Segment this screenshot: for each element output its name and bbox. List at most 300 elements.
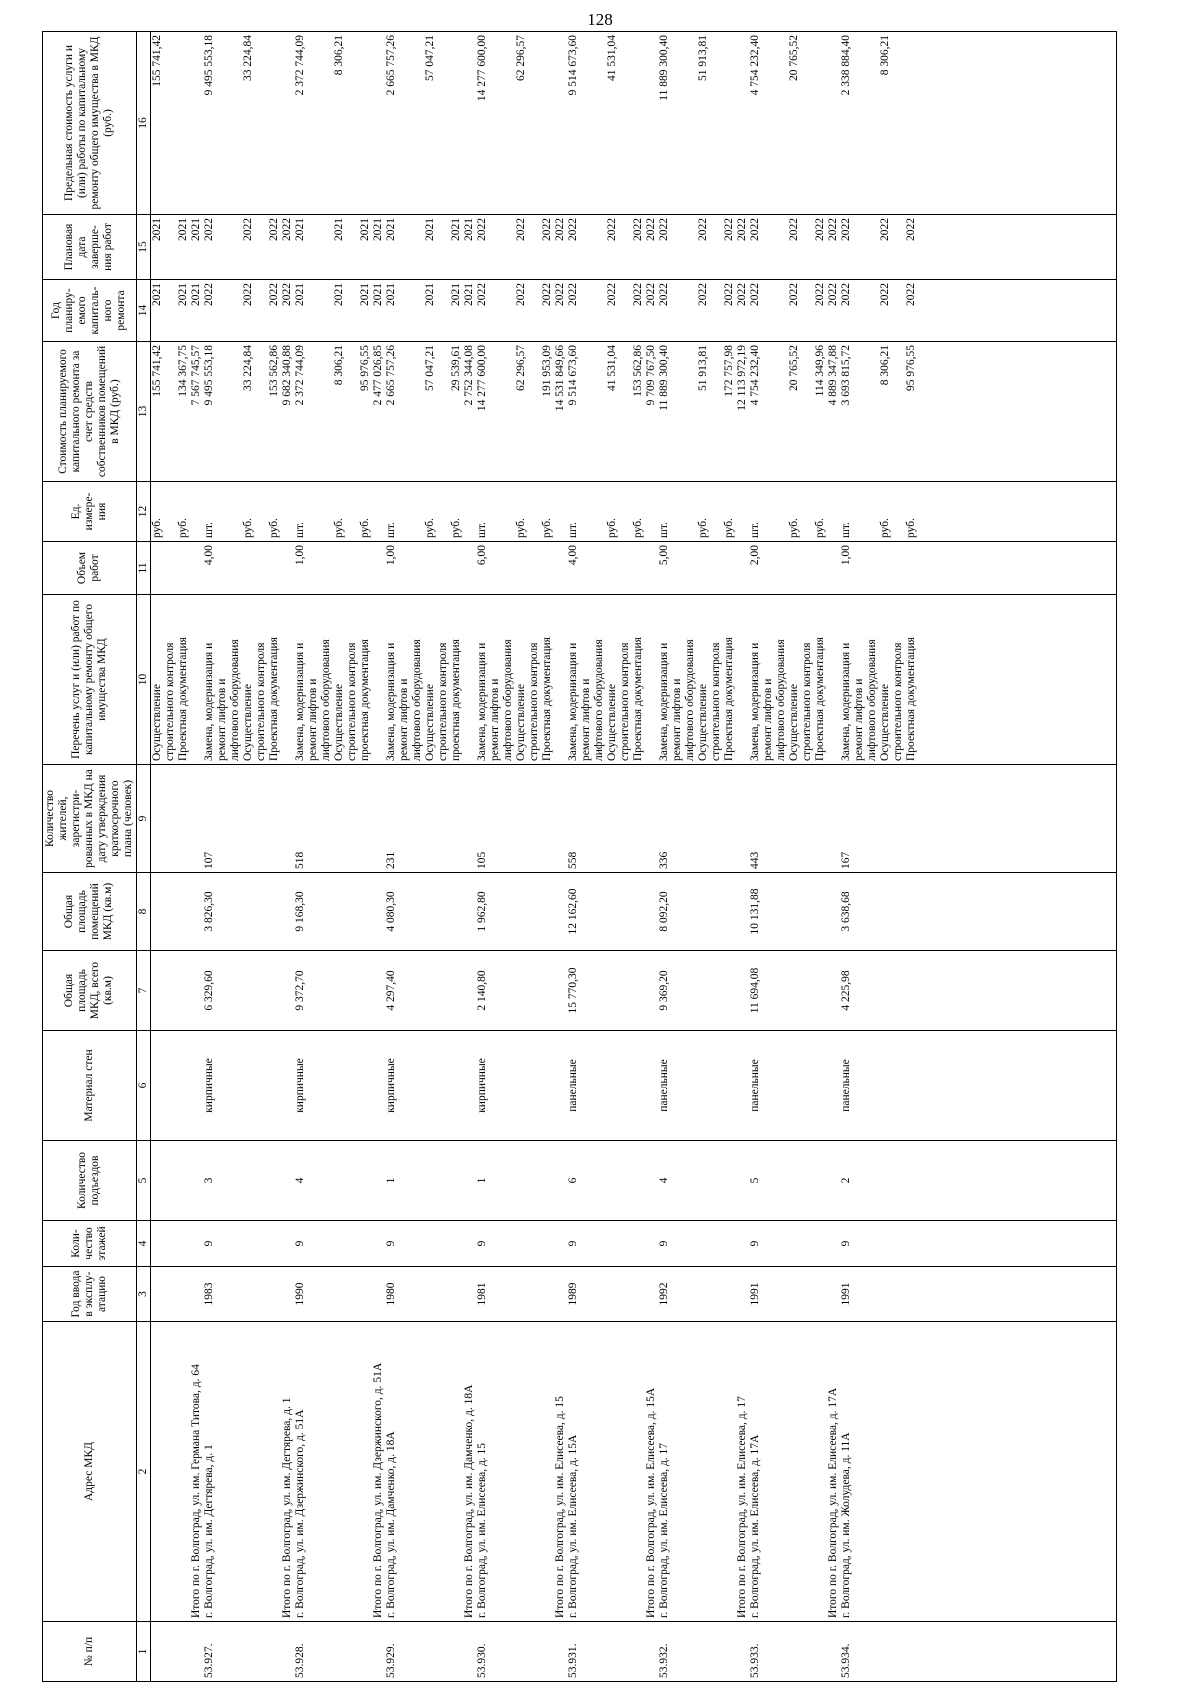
cell-line: 9 514 673,60 bbox=[566, 345, 579, 406]
cell-line bbox=[333, 1322, 346, 1621]
cell-line bbox=[762, 1622, 775, 1681]
cell-line bbox=[801, 1221, 814, 1266]
cell-line bbox=[528, 1622, 541, 1681]
cell-line: 9 682 340,88 bbox=[280, 345, 293, 406]
cell-line bbox=[398, 280, 411, 341]
cell-line bbox=[216, 32, 229, 214]
cell-line bbox=[450, 873, 463, 950]
cell-line bbox=[359, 1322, 372, 1621]
cell-line bbox=[541, 1267, 554, 1321]
cell-line bbox=[489, 765, 502, 872]
cell-line bbox=[424, 1622, 437, 1681]
cell-line: 153 562,86 bbox=[267, 345, 280, 397]
cell-line bbox=[190, 765, 203, 872]
cell-line bbox=[775, 342, 788, 481]
cell-line bbox=[411, 1141, 424, 1220]
cell-line bbox=[398, 1141, 411, 1220]
cell-line bbox=[853, 1322, 866, 1621]
cell-line: г. Волгоград, ул. им. Жолудева, д. 11А bbox=[839, 1432, 852, 1618]
cell-line bbox=[463, 482, 476, 541]
cell-line bbox=[255, 32, 268, 214]
cell-line bbox=[255, 215, 268, 279]
cell-line bbox=[619, 873, 632, 950]
cell-line bbox=[827, 1267, 840, 1321]
cell-line bbox=[268, 1141, 281, 1220]
cell-line: кирпичные bbox=[202, 1058, 215, 1113]
cell-line bbox=[866, 1031, 879, 1140]
cell-line: 5,00 bbox=[657, 545, 670, 566]
cell-line: Замена, модернизация и bbox=[293, 642, 306, 761]
cell-line bbox=[450, 542, 463, 594]
cell-line: 2022 bbox=[566, 283, 579, 306]
cell-line: кирпичные bbox=[293, 1058, 306, 1113]
cell-line bbox=[463, 951, 476, 1030]
cell-line bbox=[892, 1322, 905, 1621]
cell-line: шт. bbox=[839, 522, 852, 538]
cell-line bbox=[411, 1221, 424, 1266]
cell-line bbox=[372, 765, 385, 872]
cell-line: 9 168,30 bbox=[293, 891, 306, 932]
cell-line bbox=[268, 765, 281, 872]
col-total-area-cell bbox=[150, 951, 1116, 1031]
cell-line bbox=[190, 1267, 203, 1321]
cell-line: строительного контроля bbox=[618, 642, 631, 761]
cell-line bbox=[437, 215, 450, 279]
cell-line bbox=[229, 280, 242, 341]
cell-line bbox=[879, 1221, 892, 1266]
cell-line: строительного контроля bbox=[345, 642, 358, 761]
cell-line bbox=[320, 342, 333, 481]
cell-line bbox=[801, 873, 814, 950]
cell-line bbox=[580, 482, 593, 541]
cell-line: 33 224,84 bbox=[241, 345, 254, 391]
cell-line bbox=[632, 32, 645, 214]
cell-line bbox=[580, 951, 593, 1030]
cell-line bbox=[541, 951, 554, 1030]
cell-line bbox=[697, 542, 710, 594]
cell-line: Осуществление bbox=[332, 684, 345, 761]
cell-line: 2022 bbox=[813, 283, 826, 306]
cell-line bbox=[190, 951, 203, 1030]
cell-line bbox=[801, 765, 814, 872]
cell-line bbox=[671, 542, 684, 594]
cell-line bbox=[307, 342, 320, 481]
cell-line: 12 113 972,19 bbox=[735, 345, 748, 411]
cell-line bbox=[710, 1322, 723, 1621]
cell-line bbox=[359, 951, 372, 1030]
col-premises-area-cell bbox=[150, 873, 1116, 951]
cell-line bbox=[723, 1221, 736, 1266]
cell-line bbox=[359, 542, 372, 594]
cell-line bbox=[580, 280, 593, 341]
cell-line: 2021 bbox=[150, 283, 163, 306]
cell-line bbox=[554, 32, 567, 214]
cell-line bbox=[866, 1322, 879, 1621]
cell-line bbox=[554, 873, 567, 950]
cell-line: 62 296,57 bbox=[514, 345, 527, 391]
cell-line bbox=[788, 542, 801, 594]
cell-line bbox=[788, 1322, 801, 1621]
cell-line bbox=[398, 1267, 411, 1321]
rotated-table-container bbox=[42, 32, 1157, 1682]
col-wall-material-cell bbox=[150, 1031, 1116, 1141]
cell-line: ремонт лифтов и bbox=[397, 678, 410, 761]
cell-line: 155 741,42 bbox=[150, 35, 163, 87]
cell-line bbox=[411, 951, 424, 1030]
cell-line bbox=[710, 1141, 723, 1220]
cell-line bbox=[528, 951, 541, 1030]
cell-line: 2022 bbox=[605, 283, 618, 306]
cell-line: 2021 bbox=[189, 283, 202, 306]
cell-line: 105 bbox=[475, 851, 488, 869]
cell-line: 1991 bbox=[839, 1282, 852, 1306]
cell-line bbox=[801, 280, 814, 341]
cell-line bbox=[801, 1141, 814, 1220]
cell-line bbox=[645, 1031, 658, 1140]
cell-line: 2022 bbox=[748, 218, 761, 241]
cell-line bbox=[554, 1267, 567, 1321]
cell-line bbox=[632, 1267, 645, 1321]
cell-line bbox=[905, 1267, 918, 1321]
cell-line: 1980 bbox=[384, 1282, 397, 1306]
cell-line: 14 277 600,00 bbox=[475, 35, 488, 102]
cell-line bbox=[372, 1622, 385, 1681]
cell-line bbox=[593, 951, 606, 1030]
cell-line bbox=[736, 873, 749, 950]
cell-line: ремонт лифтов и bbox=[670, 678, 683, 761]
cell-line: 155 741,42 bbox=[150, 345, 163, 397]
cell-line bbox=[268, 1221, 281, 1266]
cell-line: 14 277 600,00 bbox=[475, 345, 488, 412]
cell-line bbox=[554, 482, 567, 541]
cell-line bbox=[541, 873, 554, 950]
cell-line: 2021 bbox=[176, 218, 189, 241]
cell-line: 2021 bbox=[176, 283, 189, 306]
cell-line bbox=[164, 1622, 177, 1681]
cell-line: Замена, модернизация и bbox=[748, 642, 761, 761]
cell-line bbox=[229, 873, 242, 950]
cell-line: 53.930. bbox=[475, 1643, 488, 1678]
cell-line bbox=[684, 1221, 697, 1266]
cell-line bbox=[411, 280, 424, 341]
cell-line bbox=[346, 873, 359, 950]
cell-line bbox=[580, 1031, 593, 1140]
cell-line bbox=[866, 542, 879, 594]
cell-line bbox=[814, 1141, 827, 1220]
cell-line bbox=[151, 765, 164, 872]
cell-line: руб. bbox=[514, 518, 527, 538]
cell-line bbox=[710, 215, 723, 279]
cell-line bbox=[463, 542, 476, 594]
cell-line bbox=[905, 542, 918, 594]
cell-line bbox=[528, 280, 541, 341]
cell-line: строительного контроля bbox=[527, 642, 540, 761]
cell-line bbox=[593, 1141, 606, 1220]
cell-line: Замена, модернизация и bbox=[202, 642, 215, 761]
cell-line bbox=[346, 32, 359, 214]
cell-line bbox=[190, 1141, 203, 1220]
cell-line bbox=[606, 1031, 619, 1140]
column-number: 15 bbox=[136, 215, 150, 280]
cell-line bbox=[580, 1267, 593, 1321]
cell-line bbox=[216, 1267, 229, 1321]
cell-line: 9 514 673,60 bbox=[566, 35, 579, 96]
cell-line bbox=[723, 1622, 736, 1681]
cell-line bbox=[515, 1267, 528, 1321]
cell-line bbox=[736, 1622, 749, 1681]
cell-line: 53.927. bbox=[202, 1643, 215, 1678]
cell-line: шт. bbox=[566, 522, 579, 538]
cell-line bbox=[515, 1322, 528, 1621]
cell-line bbox=[619, 765, 632, 872]
cell-line bbox=[281, 1141, 294, 1220]
cell-line: 2022 bbox=[631, 218, 644, 241]
cell-line: 2022 bbox=[657, 218, 670, 241]
cell-line bbox=[645, 1141, 658, 1220]
cell-line bbox=[671, 215, 684, 279]
cell-line bbox=[216, 280, 229, 341]
cell-line bbox=[229, 1322, 242, 1621]
cell-line bbox=[801, 482, 814, 541]
cell-line: 2021 bbox=[371, 283, 384, 306]
cell-line: 41 531,04 bbox=[605, 345, 618, 391]
cell-line: панельные bbox=[839, 1059, 852, 1112]
header-cell: Перечень услуг и (или) работ по капитальному ремонту общего имущества МКД bbox=[43, 595, 137, 765]
cell-line bbox=[879, 951, 892, 1030]
cell-line bbox=[359, 1267, 372, 1321]
cell-line bbox=[463, 1221, 476, 1266]
cell-line: 2022 bbox=[787, 218, 800, 241]
col-works-cell bbox=[150, 595, 1116, 765]
cell-line: Итого по г. Волгоград, ул. им. Дзержинского, д. 51А bbox=[371, 1362, 384, 1618]
cell-line bbox=[229, 1622, 242, 1681]
cell-line: 518 bbox=[293, 851, 306, 869]
cell-line bbox=[905, 1622, 918, 1681]
cell-line: 2022 bbox=[631, 283, 644, 306]
cell-line bbox=[736, 1031, 749, 1140]
cell-line bbox=[632, 1031, 645, 1140]
column-number: 3 bbox=[136, 1267, 150, 1322]
cell-line: 2 338 884,40 bbox=[839, 35, 852, 96]
cell-line bbox=[424, 873, 437, 950]
col-floors-cell bbox=[150, 1221, 1116, 1267]
cell-line bbox=[645, 1622, 658, 1681]
cell-line bbox=[788, 1141, 801, 1220]
column-number: 6 bbox=[136, 1031, 150, 1141]
header-cell: Плановая дата заверше-ния работ bbox=[43, 215, 137, 280]
cell-line: 2022 bbox=[735, 218, 748, 241]
cell-line bbox=[450, 32, 463, 214]
cell-line bbox=[814, 951, 827, 1030]
cell-line bbox=[372, 1141, 385, 1220]
cell-line bbox=[164, 1141, 177, 1220]
cell-line bbox=[710, 542, 723, 594]
cell-line bbox=[775, 1221, 788, 1266]
cell-line bbox=[281, 873, 294, 950]
cell-line bbox=[814, 1267, 827, 1321]
cell-line bbox=[255, 1031, 268, 1140]
cell-line: шт. bbox=[202, 522, 215, 538]
cell-line bbox=[554, 595, 567, 764]
cell-line bbox=[333, 873, 346, 950]
cell-line bbox=[255, 1141, 268, 1220]
cell-line bbox=[320, 1221, 333, 1266]
cell-line bbox=[723, 873, 736, 950]
cell-line bbox=[684, 1267, 697, 1321]
cell-line bbox=[346, 1267, 359, 1321]
cell-line bbox=[710, 342, 723, 481]
col-volume-cell bbox=[150, 542, 1116, 595]
cell-line bbox=[684, 280, 697, 341]
cell-line bbox=[528, 1141, 541, 1220]
cell-line: Проектная документация bbox=[904, 637, 917, 761]
cell-line: 29 539,61 bbox=[449, 345, 462, 391]
cell-line bbox=[437, 1221, 450, 1266]
cell-line: Осуществление bbox=[605, 684, 618, 761]
cell-line: ремонт лифтов и bbox=[761, 678, 774, 761]
cell-line: ремонт лифтов и bbox=[306, 678, 319, 761]
cell-line: кирпичные bbox=[384, 1058, 397, 1113]
cell-line bbox=[489, 482, 502, 541]
cell-line bbox=[892, 280, 905, 341]
cell-line bbox=[866, 1622, 879, 1681]
cell-line: 2022 bbox=[553, 218, 566, 241]
cell-line: Осуществление bbox=[878, 684, 891, 761]
cell-line bbox=[866, 1267, 879, 1321]
cell-line: 3 693 815,72 bbox=[839, 345, 852, 406]
cell-line bbox=[307, 482, 320, 541]
cell-line bbox=[866, 1141, 879, 1220]
cell-line bbox=[151, 1267, 164, 1321]
column-number: 13 bbox=[136, 342, 150, 482]
cell-line bbox=[255, 482, 268, 541]
cell-line bbox=[489, 32, 502, 214]
cell-line bbox=[177, 542, 190, 594]
cell-line bbox=[697, 1322, 710, 1621]
cell-line bbox=[801, 542, 814, 594]
cell-line bbox=[801, 951, 814, 1030]
cell-line bbox=[736, 765, 749, 872]
cell-line bbox=[307, 1031, 320, 1140]
cell-line: 2022 bbox=[280, 218, 293, 241]
cell-line: 558 bbox=[566, 851, 579, 869]
cell-line bbox=[775, 1141, 788, 1220]
cell-line bbox=[151, 1221, 164, 1266]
cell-line bbox=[216, 1221, 229, 1266]
cell-line bbox=[762, 1141, 775, 1220]
cell-line: Осуществление bbox=[787, 684, 800, 761]
cell-line bbox=[463, 765, 476, 872]
cell-line: 6 329,60 bbox=[202, 970, 215, 1011]
cell-line bbox=[775, 1031, 788, 1140]
cell-line: г. Волгоград, ул. им. Елисеева, д. 17 bbox=[657, 1442, 670, 1618]
cell-line bbox=[632, 542, 645, 594]
cell-line bbox=[411, 482, 424, 541]
cell-line bbox=[541, 1141, 554, 1220]
cell-line: 2,00 bbox=[748, 545, 761, 566]
cell-line: 2022 bbox=[241, 283, 254, 306]
cell-line bbox=[229, 1141, 242, 1220]
cell-line bbox=[515, 1221, 528, 1266]
cell-line bbox=[593, 873, 606, 950]
cell-line bbox=[762, 542, 775, 594]
cell-line: 9 bbox=[202, 1240, 215, 1247]
cell-line bbox=[671, 1622, 684, 1681]
cell-line: 51 913,81 bbox=[696, 345, 709, 391]
cell-line: лифтового оборудования bbox=[410, 639, 423, 761]
cell-line bbox=[710, 1267, 723, 1321]
cell-line: 2 372 744,09 bbox=[293, 345, 306, 406]
cell-line bbox=[606, 1221, 619, 1266]
cell-line bbox=[593, 482, 606, 541]
cell-line bbox=[775, 280, 788, 341]
cell-line bbox=[710, 482, 723, 541]
cell-line: 4,00 bbox=[566, 545, 579, 566]
cell-line bbox=[606, 1141, 619, 1220]
cell-line: лифтового оборудования bbox=[683, 639, 696, 761]
cell-line bbox=[723, 1141, 736, 1220]
cell-line bbox=[242, 1322, 255, 1621]
cell-line bbox=[437, 1267, 450, 1321]
cell-line bbox=[645, 32, 658, 214]
cell-line bbox=[905, 1322, 918, 1621]
cell-line: 3 bbox=[202, 1177, 215, 1184]
cell-line bbox=[255, 765, 268, 872]
cell-line bbox=[190, 1221, 203, 1266]
cell-line bbox=[463, 873, 476, 950]
cell-line: лифтового оборудования bbox=[501, 639, 514, 761]
cell-line: строительного контроля bbox=[163, 642, 176, 761]
cell-line bbox=[762, 951, 775, 1030]
cell-line bbox=[619, 482, 632, 541]
cell-line bbox=[346, 1322, 359, 1621]
cell-line: 7 567 745,57 bbox=[189, 345, 202, 406]
cell-line: 41 531,04 bbox=[605, 35, 618, 81]
cell-line: шт. bbox=[748, 522, 761, 538]
cell-line bbox=[372, 482, 385, 541]
cell-line: Замена, модернизация и bbox=[384, 642, 397, 761]
cell-line: Осуществление bbox=[696, 684, 709, 761]
cell-line bbox=[619, 951, 632, 1030]
cell-line bbox=[229, 1031, 242, 1140]
cell-line bbox=[541, 32, 554, 214]
cell-line: Итого по г. Волгоград, ул. им. Германа Титова, д. 64 bbox=[189, 1364, 202, 1618]
cell-line bbox=[320, 1031, 333, 1140]
cell-line bbox=[333, 1141, 346, 1220]
cell-line bbox=[892, 1141, 905, 1220]
cell-line: лифтового оборудования bbox=[319, 639, 332, 761]
cell-line bbox=[255, 1267, 268, 1321]
cell-line bbox=[281, 1221, 294, 1266]
cell-line bbox=[359, 32, 372, 214]
cell-line bbox=[632, 1622, 645, 1681]
cell-line bbox=[619, 1221, 632, 1266]
cell-line: 1 bbox=[384, 1177, 397, 1184]
cell-line: шт. bbox=[657, 522, 670, 538]
cell-line bbox=[229, 32, 242, 214]
cell-line: проектная документация bbox=[358, 639, 371, 761]
cell-line bbox=[437, 542, 450, 594]
cell-line bbox=[736, 595, 749, 764]
cell-line bbox=[710, 32, 723, 214]
cell-line bbox=[684, 1622, 697, 1681]
cell-line bbox=[489, 1267, 502, 1321]
header-row bbox=[43, 32, 137, 1682]
cell-line: 2022 bbox=[878, 218, 891, 241]
cell-line: 2022 bbox=[553, 283, 566, 306]
cell-line bbox=[489, 1221, 502, 1266]
cell-line bbox=[463, 1141, 476, 1220]
